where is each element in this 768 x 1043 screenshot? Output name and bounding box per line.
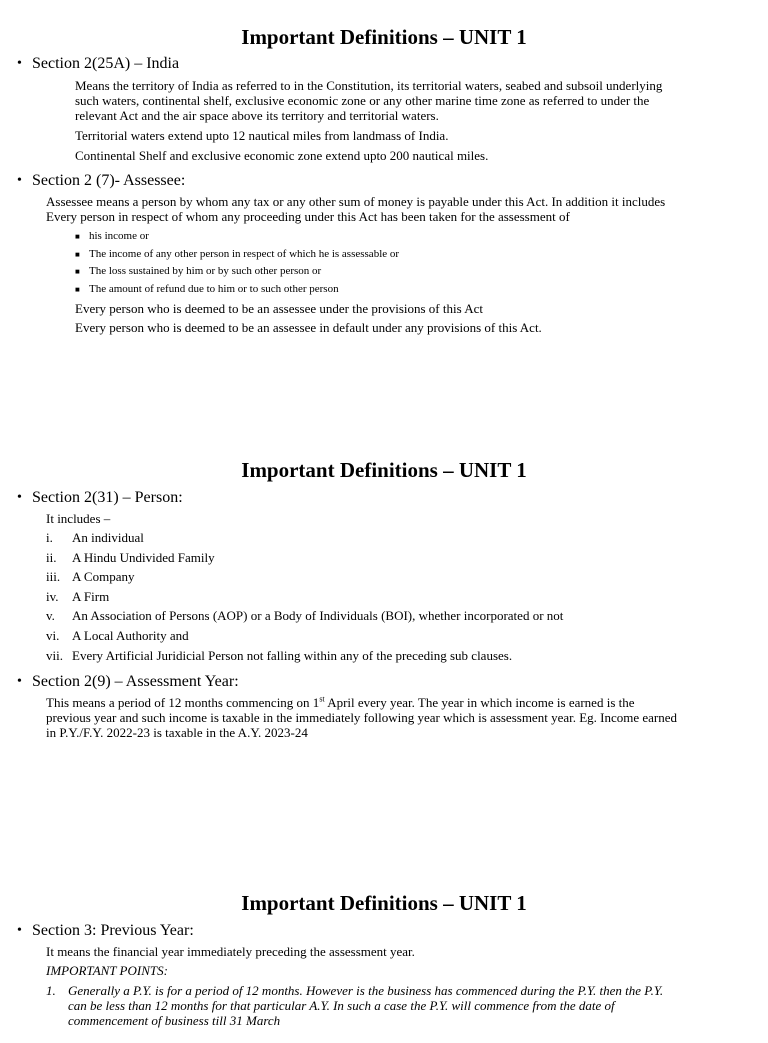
section-assessment-year-heading: • Section 2(9) – Assessment Year: [17, 673, 239, 690]
list-item: ■ The income of any other person in respect of which he is assessable or [75, 248, 400, 260]
list-item: vi. A Local Authority and [46, 628, 189, 643]
square-bullet-icon: ■ [75, 232, 80, 241]
list-item: ii. A Hindu Undivided Family [46, 550, 215, 565]
bullet-icon: • [17, 674, 22, 689]
bullet-icon: • [17, 490, 22, 505]
slide-title: Important Definitions – UNIT 1 [241, 25, 527, 49]
list-item: vii. Every Artificial Juridicial Person not falling within any of the preceding sub clauses. [46, 648, 513, 663]
square-bullet-icon: ■ [75, 250, 80, 259]
square-bullet-icon: ■ [75, 285, 80, 294]
deemed-default-note: Every person who is deemed to be an assessee in default under any provisions of this Act. [75, 320, 542, 335]
list-item: iv. A Firm [46, 589, 110, 604]
list-item: ■ The amount of refund due to him or to such other person [75, 283, 339, 295]
assessee-definition: Assessee means a person by whom any tax or any other sum of money is payable under this Act. In addition it includes Every person in respect of whom any proceeding under this Act has been taken for the assessment of [46, 194, 666, 224]
continental-shelf-note: Continental Shelf and exclusive economic zone extend upto 200 nautical miles. [75, 148, 489, 163]
section-previous-year-heading: • Section 3: Previous Year: [17, 922, 194, 939]
bullet-icon: • [17, 923, 22, 938]
list-item: 1. Generally a P.Y. is for a period of 12 months. However is the business has commenced during the P.Y. then the P.Y. can be less than 12 months for that particular A.Y. In such a case the P.Y. will commence from the date of commencement of business till 31 March [46, 983, 664, 1028]
territorial-waters-note: Territorial waters extend upto 12 nautical miles from landmass of India. [75, 128, 449, 143]
assessment-year-definition: This means a period of 12 months commencing on 1st April every year. The year in which income is earned is the previous year and such income is taxable in the immediately following year which is assessment year. Eg. Income earned in P.Y./F.Y. 2022-23 is taxable in the A.Y. 2023-24 [46, 694, 678, 740]
list-item: ■ his income or [75, 230, 149, 242]
section-india-heading: • Section 2(25A) – India [17, 55, 180, 72]
list-item: i. An individual [46, 530, 144, 545]
previous-year-definition: It means the financial year immediately preceding the assessment year. [46, 944, 415, 959]
section-person-heading: • Section 2(31) – Person: [17, 489, 183, 506]
india-definition: Means the territory of India as referred to in the Constitution, its territorial waters, seabed and subsoil underlying such waters, continental shelf, exclusive economic zone or any other marine time zone as referred to under the relevant Act and the air space above its territory and territorial waters. [75, 78, 663, 123]
list-item: iii. A Company [46, 569, 135, 584]
slide-title: Important Definitions – UNIT 1 [241, 458, 527, 482]
bullet-icon: • [17, 56, 22, 71]
slide-title: Important Definitions – UNIT 1 [241, 891, 527, 915]
it-includes-label: It includes – [46, 511, 111, 526]
list-item: v. An Association of Persons (AOP) or a Body of Individuals (BOI), whether incorporated or not [46, 608, 564, 623]
important-points-label: IMPORTANT POINTS: [46, 963, 168, 978]
bullet-icon: • [17, 173, 22, 188]
deemed-assessee-note: Every person who is deemed to be an assessee under the provisions of this Act [75, 301, 483, 316]
section-assessee-heading: • Section 2 (7)- Assessee: [17, 172, 186, 189]
square-bullet-icon: ■ [75, 267, 80, 276]
list-item: ■ The loss sustained by him or by such other person or [75, 265, 322, 277]
